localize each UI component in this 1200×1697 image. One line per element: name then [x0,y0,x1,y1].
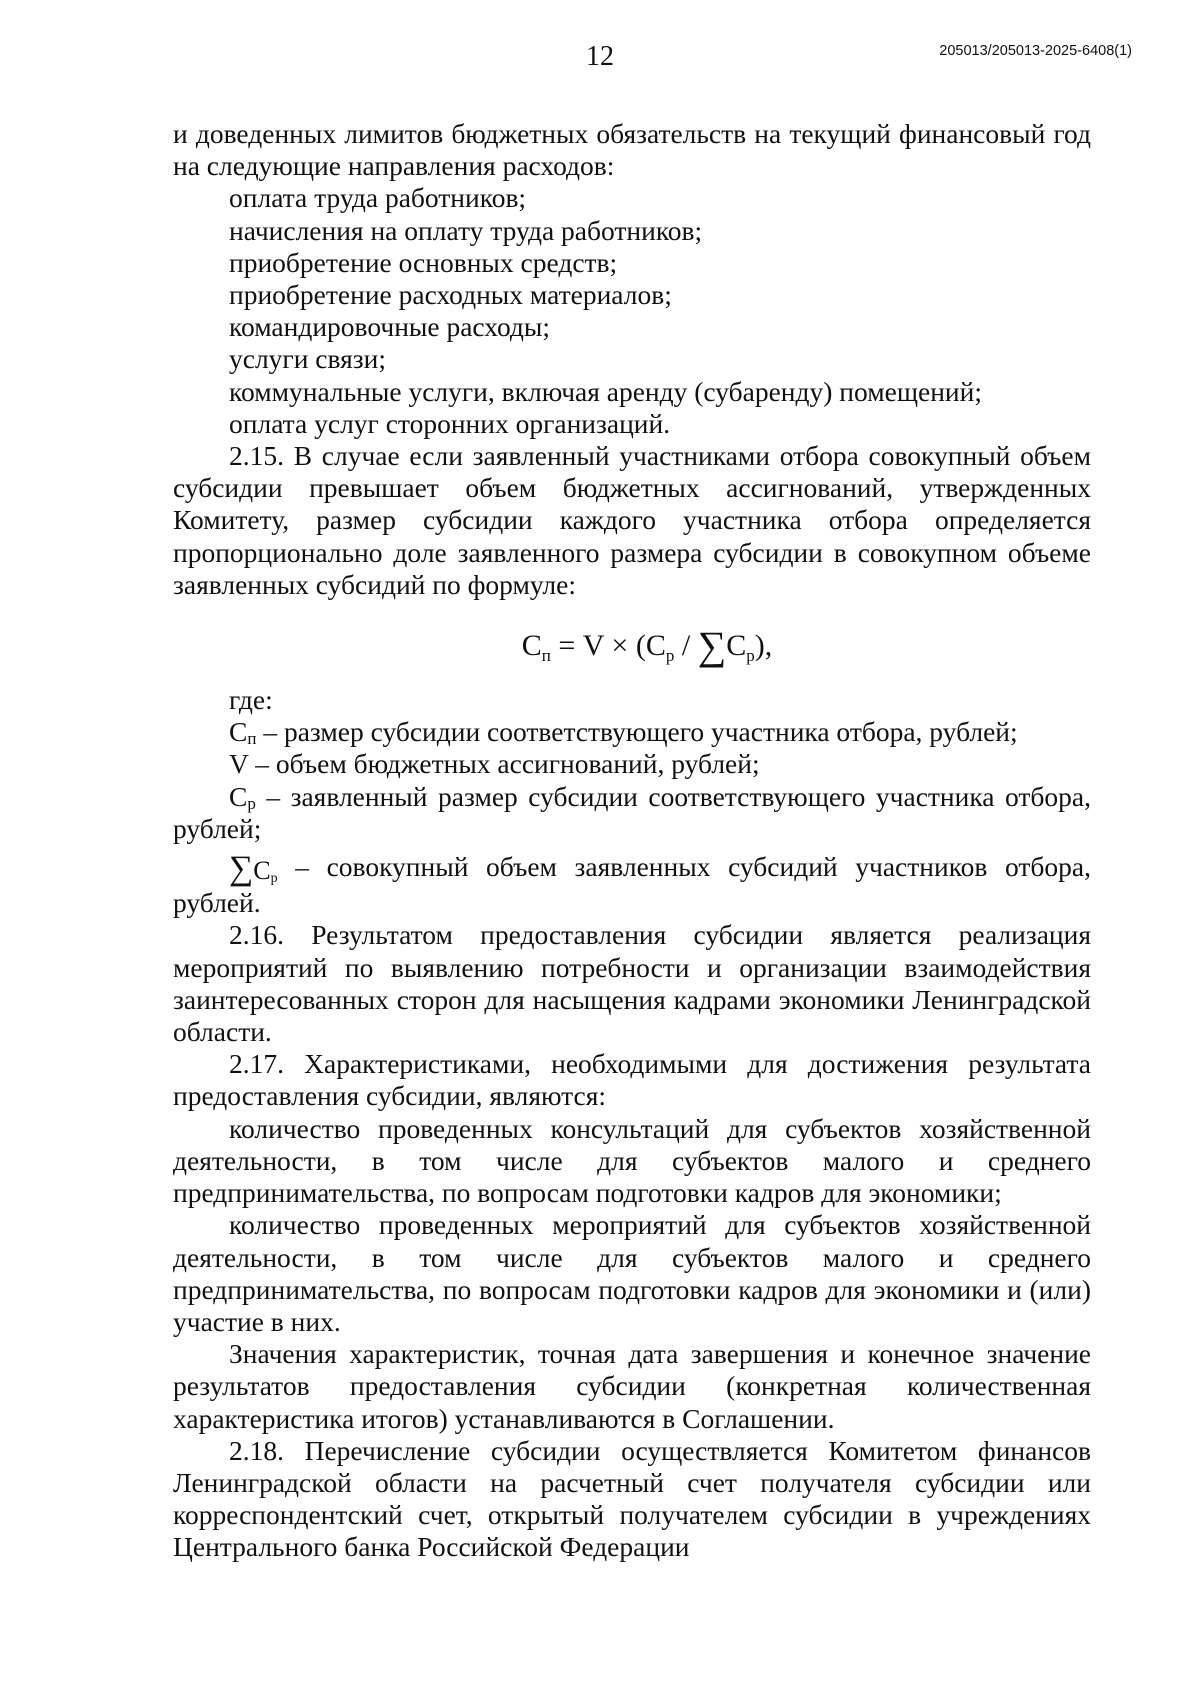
definition-cp [173,716,1091,748]
definition-cr [173,781,1091,845]
paragraph-2-15: 2.15. В случае если заявленный участниками отбора совокупный объем субсидии превышает объем бюджетных ассигнований, утвержденных Комитету, размер субсидии каждого участника отбора определяется пропорционально доле заявленного размера субсидии в совокупном объеме заявленных субсидий по формуле: [173,440,1091,600]
expense-item: приобретение расходных материалов; [229,279,672,311]
page-number: 12 [586,41,614,72]
definition-sum [173,851,1091,919]
paragraph-2-17: 2.17. Характеристиками, необходимыми для достижения результата предоставления субсидии, являются: [173,1048,1091,1112]
sum-mark [229,850,278,887]
paragraph-2-18: 2.18. Перечисление субсидии осуществляется Комитетом финансов Ленинградской области на расчетный счет получателя субсидии или корреспондентский счет, открытый получателем субсидии в учреждениях Центрального банка Российской Федерации [173,1434,1091,1563]
expense-item: оплата услуг сторонних организаций. [229,407,671,439]
intro-paragraph: и доведенных лимитов бюджетных обязательств на текущий финансовый год на следующие направления расходов: [173,118,1091,182]
cr-sub: р [247,793,256,813]
expense-item: приобретение основных средств; [229,246,618,278]
sigma-symbol: ∑ [697,623,727,669]
expense-item: начисления на оплату труда работников; [229,214,703,246]
document-body [173,118,1091,1564]
formula-div: / [674,629,698,663]
cr-symbol: C [229,780,248,812]
sum-sub: р [270,871,278,887]
formula-mid-sub: р [665,646,675,666]
definition-v: V – объем бюджетных ассигнований, рублей; [229,748,760,780]
sum-symbol: C [253,856,271,886]
paragraph-2-16: 2.16. Результатом предоставления субсидии является реализация мероприятий по выявлению потребности и организации взаимодействия заинтересованных сторон для насыщения кадрами экономики Ленинградской области. [173,919,1091,1048]
subsidy-formula [173,623,1091,669]
formula-lhs-sub: п [541,646,551,666]
cp-symbol: C [229,716,248,748]
where-label: где: [229,684,273,716]
expense-item: услуги связи; [229,343,386,375]
formula-c2-sub: р [746,646,755,666]
formula-c2: C [726,629,747,663]
sigma-symbol: ∑ [229,850,254,888]
cp-sub: п [247,729,257,749]
cp-text: – размер субсидии соответствующего участника отбора, рублей; [256,716,1018,748]
expense-item: командировочные расходы; [229,311,551,343]
sum-text: – совокупный объем заявленных субсидий участников отбора, рублей. [173,851,1091,919]
formula-eq: = V × (C [550,629,666,663]
expense-item: коммунальные услуги, включая аренду (субаренду) помещений; [229,375,983,407]
expense-item: оплата труда работников; [229,182,527,214]
characteristic-item: количество проведенных консультаций для субъектов хозяйственной деятельности, в том числе для субъектов малого и среднего предпринимательства, по вопросам подготовки кадров для экономики; [173,1112,1091,1209]
formula-tail: ), [754,629,773,663]
cr-text: – заявленный размер субсидии соответствующего участника отбора, рублей; [173,780,1091,844]
document-id: 205013/205013-2025-6408(1) [939,43,1132,59]
characteristic-item: количество проведенных мероприятий для субъектов хозяйственной деятельности, в том числе для субъектов малого и среднего предпринимательства, по вопросам подготовки кадров для экономики и (или) участие в них. [173,1209,1091,1337]
values-paragraph: Значения характеристик, точная дата завершения и конечное значение результатов предоставления субсидии (конкретная количественная характеристика итогов) устанавливаются в Соглашении. [173,1338,1091,1434]
formula-lhs: C [521,629,542,663]
